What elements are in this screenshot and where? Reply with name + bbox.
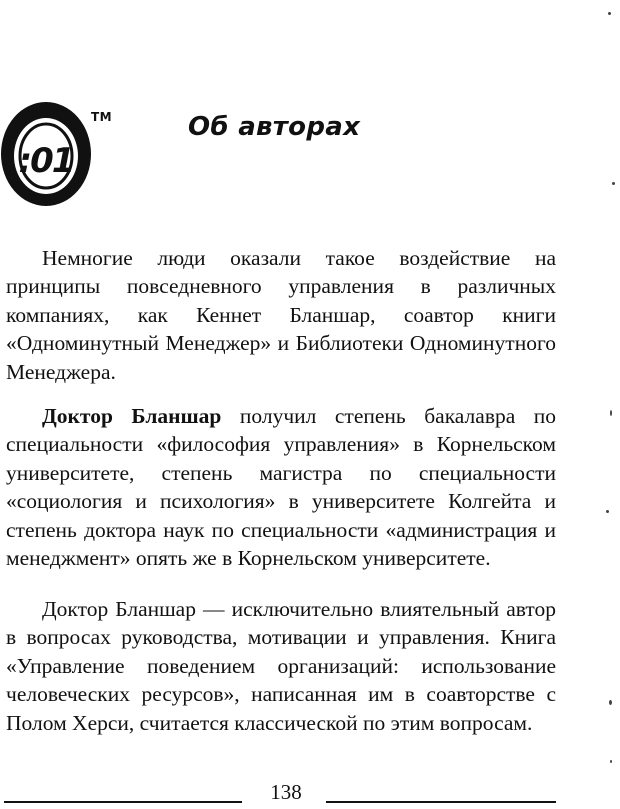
footer-rule-left: [4, 801, 242, 803]
paragraph-education-lead: Доктор Бланшар: [42, 404, 222, 428]
scan-speck: [612, 182, 615, 185]
footer-rule-right: [326, 801, 556, 803]
scan-speck: [610, 760, 612, 763]
scan-speck: [608, 12, 611, 15]
paragraph-education: [6, 402, 556, 572]
chapter-title: Об авторах: [188, 112, 361, 142]
logo-badge-text: :01: [18, 141, 74, 181]
scan-speck: [606, 510, 609, 513]
paragraph-works: Доктор Бланшар — исключительно влиятельный автор в вопросах руководства, мотивации и управления. Книга «Управление поведением организаций: использование человеческих ресурсов», написанная им в соавторстве с Полом Херси, считается классической по этим вопросам.: [6, 597, 556, 735]
page-number: 138: [270, 780, 302, 804]
trademark-mark: TM: [91, 110, 113, 124]
logo-badge-icon: [0, 100, 96, 208]
one-minute-logo: [0, 100, 96, 208]
scan-speck: [609, 700, 612, 705]
paragraph-education-text: получил степень бакалавра по специальности «философия управления» в Корнельском университете, степень магистра по специальности «социология и психология» в университете Колгейта и степень доктора наук по специальности «администрация и менеджмент» опять же в Корнельском университете.: [6, 404, 557, 571]
paragraph-intro: Немногие люди оказали такое воздействие на принципы повседневного управления в различных компаниях, как Кеннет Бланшар, соавтор книги «Одноминутный Менеджер» и Библиотеки Одноминутного Менеджера.: [6, 246, 556, 384]
scan-speck: [610, 410, 612, 416]
